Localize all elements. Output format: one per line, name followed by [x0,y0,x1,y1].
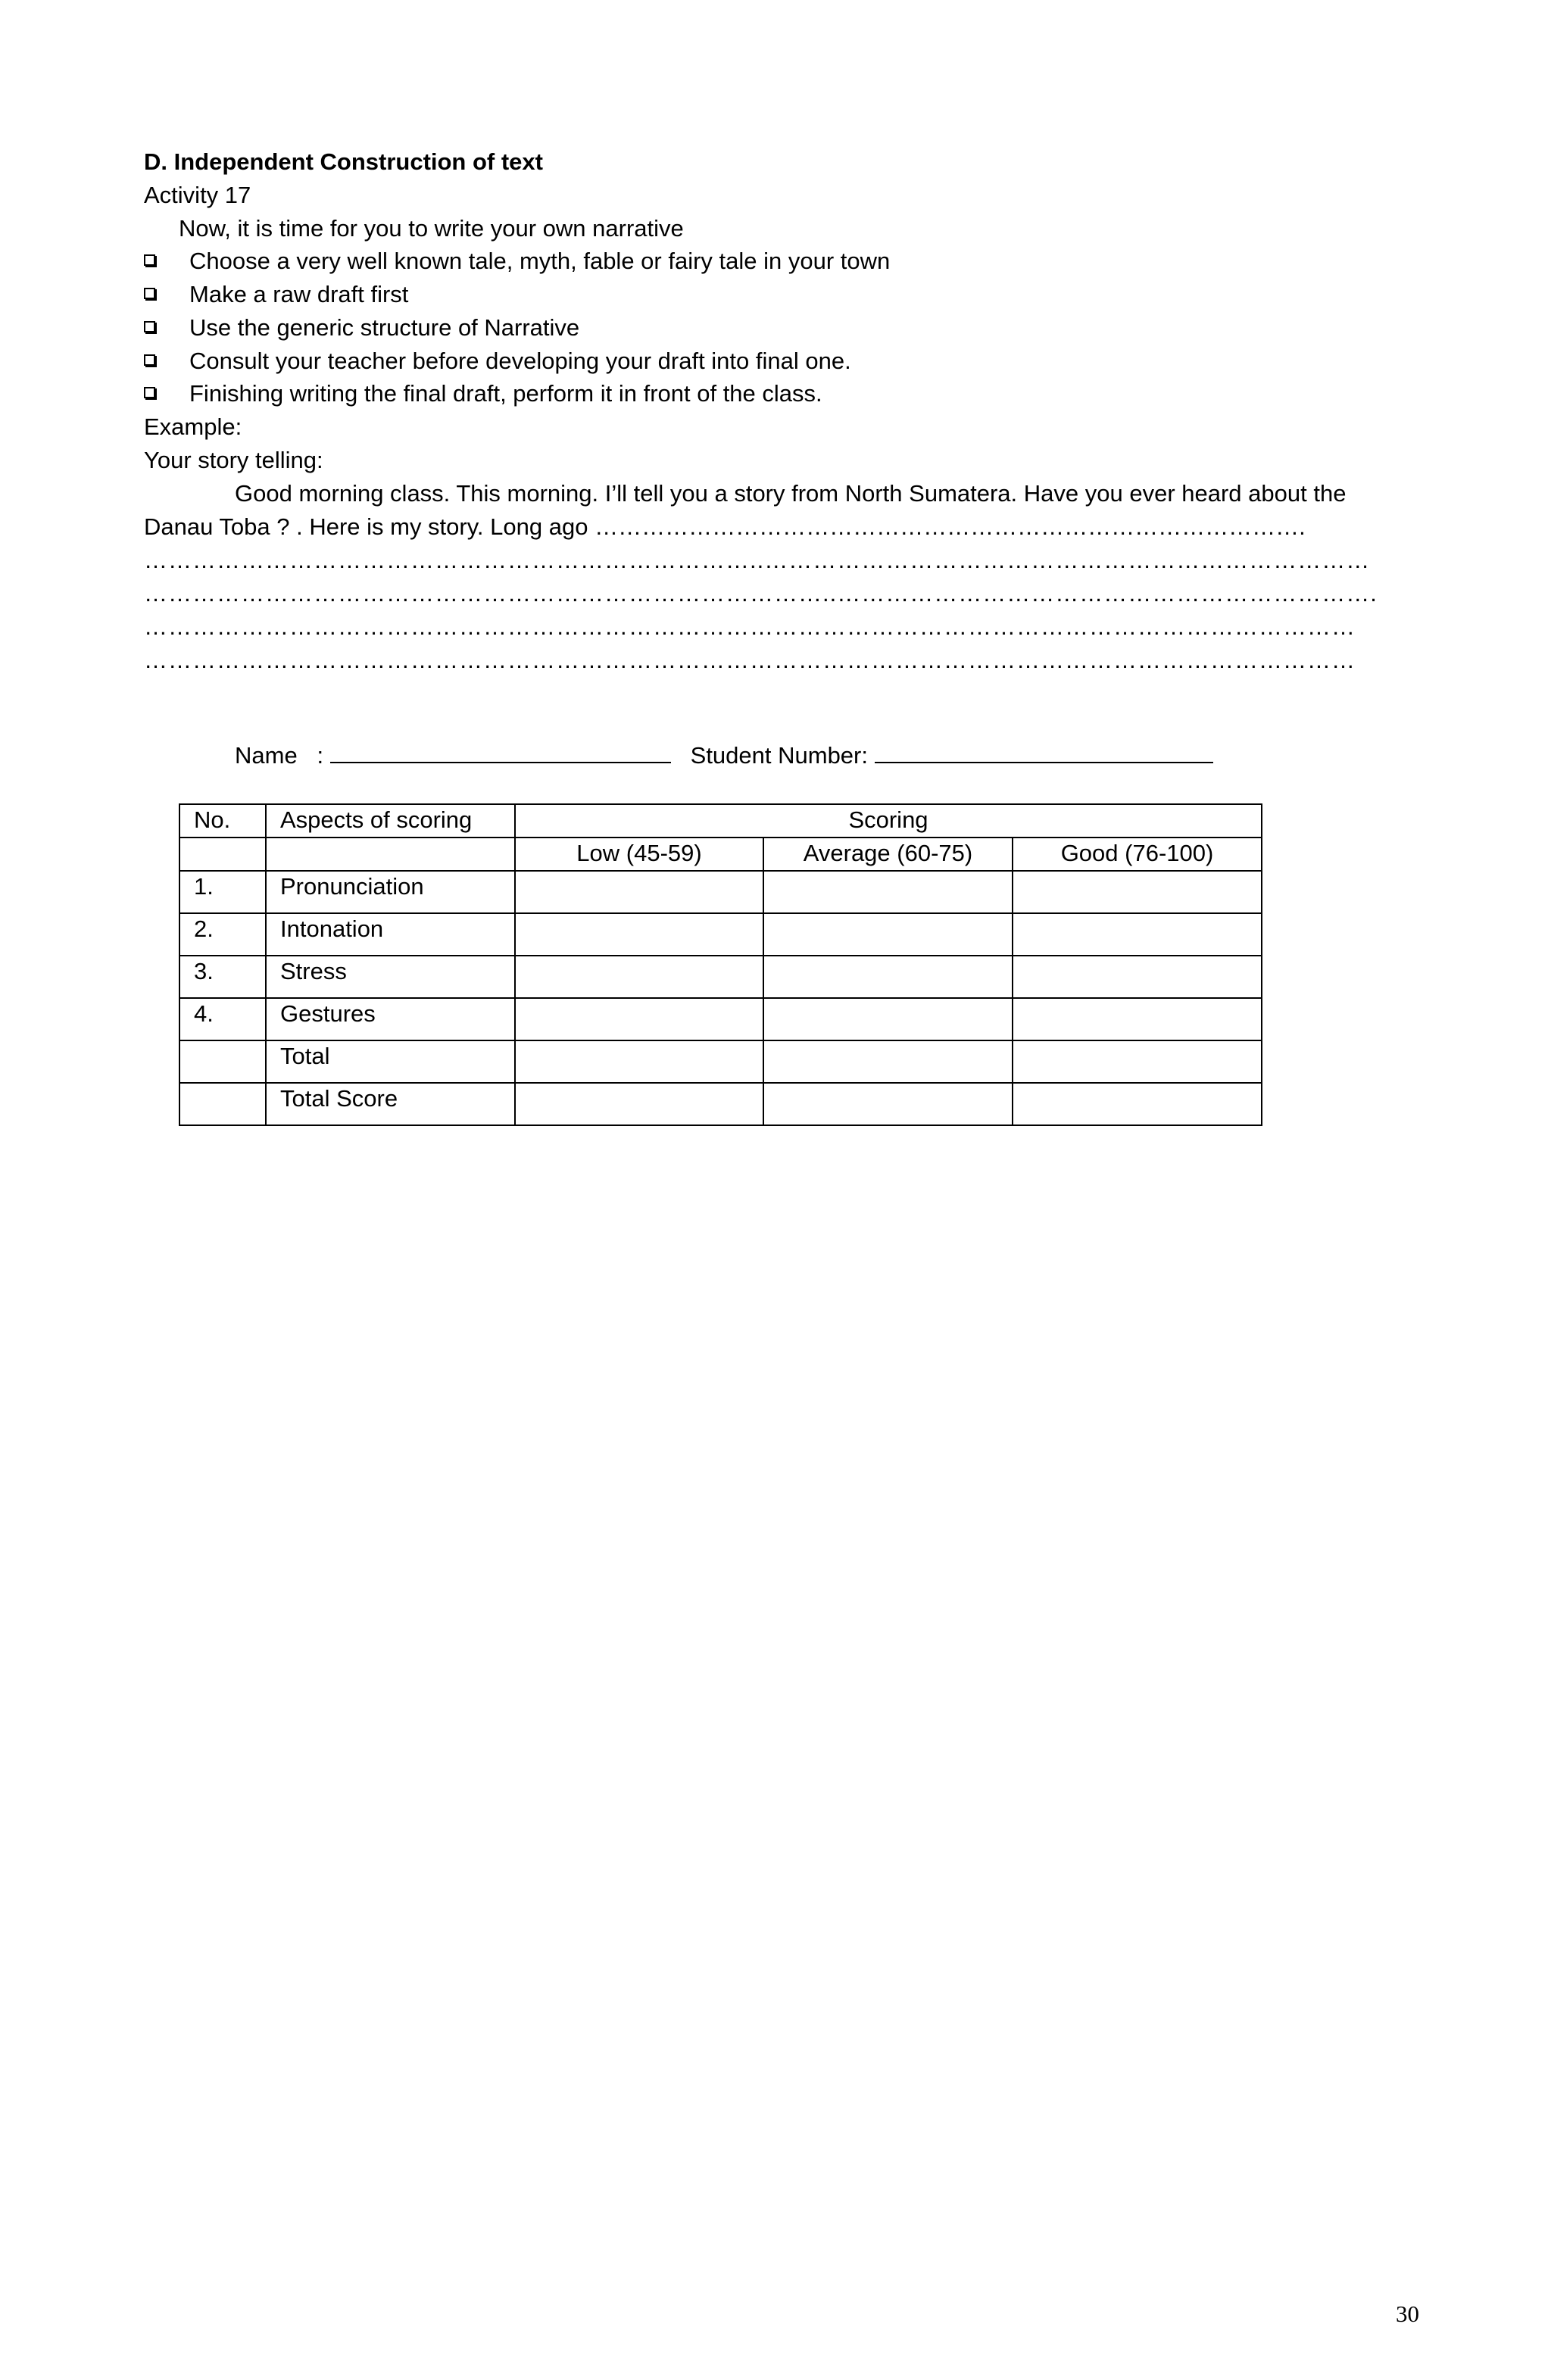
score-cell[interactable] [515,913,763,956]
level-average: Average (60-75) [763,838,1013,871]
section-title: D. Independent Construction of text [144,148,543,175]
page-number: 30 [1396,2300,1419,2327]
student-number-label: Student Number: [690,742,868,769]
row-aspect: Gestures [266,998,515,1040]
table-row [179,998,1262,1040]
row-no: 4. [179,998,266,1040]
score-cell[interactable] [1013,1040,1262,1083]
subheader-empty [179,838,266,871]
name-blank-field[interactable] [330,739,671,763]
bullet-item [144,278,409,311]
bullet-item [144,311,580,345]
dotted-line: …………………………………………………………………..………………………………………………………………… [144,547,1371,573]
bullet-text: Choose a very well known tale, myth, fable or fairy tale in your town [189,248,891,274]
level-good: Good (76-100) [1013,838,1262,871]
row-aspect: Total Score [266,1083,515,1125]
score-cell[interactable] [763,956,1013,998]
dotted-line: …………………………………………………………………………………………………………………………………… [144,647,1356,673]
checkbox-bullet-icon [144,254,155,266]
row-no: 2. [179,913,266,956]
name-student-row [235,739,1213,772]
scoring-table [179,803,1262,1126]
score-cell[interactable] [763,998,1013,1040]
score-cell[interactable] [515,998,763,1040]
table-row [179,1083,1262,1125]
row-aspect: Stress [266,956,515,998]
checkbox-bullet-icon [144,387,155,398]
header-scoring: Scoring [515,804,1262,838]
header-aspects: Aspects of scoring [266,804,515,838]
subheader-empty [266,838,515,871]
row-no: 3. [179,956,266,998]
checkbox-bullet-icon [144,354,155,366]
row-aspect: Total [266,1040,515,1083]
score-cell[interactable] [1013,871,1262,913]
dotted-line: …………………………………………………………………………..…………………………………………………………. [144,580,1378,607]
score-cell[interactable] [515,1083,763,1125]
story-label: Your story telling: [144,447,323,473]
header-no: No. [179,804,266,838]
example-label: Example: [144,413,242,440]
table-row [179,913,1262,956]
row-no [179,1040,266,1083]
bullet-text: Consult your teacher before developing your draft into final one. [189,348,851,374]
table-row [179,871,1262,913]
score-cell[interactable] [763,913,1013,956]
table-header-row [179,804,1262,838]
story-line: Good morning class. This morning. I’ll tell you a story from North Sumatera. Have you ever heard about the [235,480,1347,507]
row-no [179,1083,266,1125]
bullet-item [144,377,822,410]
score-cell[interactable] [1013,913,1262,956]
score-cell[interactable] [763,871,1013,913]
bullet-item [144,345,851,378]
table-row [179,1040,1262,1083]
level-low: Low (45-59) [515,838,763,871]
name-colon: : [317,742,324,769]
score-cell[interactable] [763,1040,1013,1083]
score-cell[interactable] [763,1083,1013,1125]
bullet-item [144,245,891,278]
name-label: Name [235,742,298,769]
row-no: 1. [179,871,266,913]
intro-text: Now, it is time for you to write your own narrative [179,215,684,242]
dotted-line: …………………………………………………………………………………………………………………………………… [144,613,1356,640]
table-row [179,956,1262,998]
checkbox-bullet-icon [144,288,155,299]
row-aspect: Pronunciation [266,871,515,913]
score-cell[interactable] [515,1040,763,1083]
score-cell[interactable] [515,871,763,913]
checkbox-bullet-icon [144,321,155,332]
story-line: Danau Toba ? . Here is my story. Long ago ………………………………………………………………………………. [144,513,1306,540]
score-cell[interactable] [1013,956,1262,998]
bullet-text: Make a raw draft first [189,281,409,307]
bullet-text: Finishing writing the final draft, perform it in front of the class. [189,380,822,407]
student-number-blank-field[interactable] [875,739,1213,763]
row-aspect: Intonation [266,913,515,956]
score-cell[interactable] [1013,1083,1262,1125]
table-subheader-row [179,838,1262,871]
score-cell[interactable] [515,956,763,998]
activity-label: Activity 17 [144,182,251,208]
bullet-text: Use the generic structure of Narrative [189,314,580,341]
score-cell[interactable] [1013,998,1262,1040]
